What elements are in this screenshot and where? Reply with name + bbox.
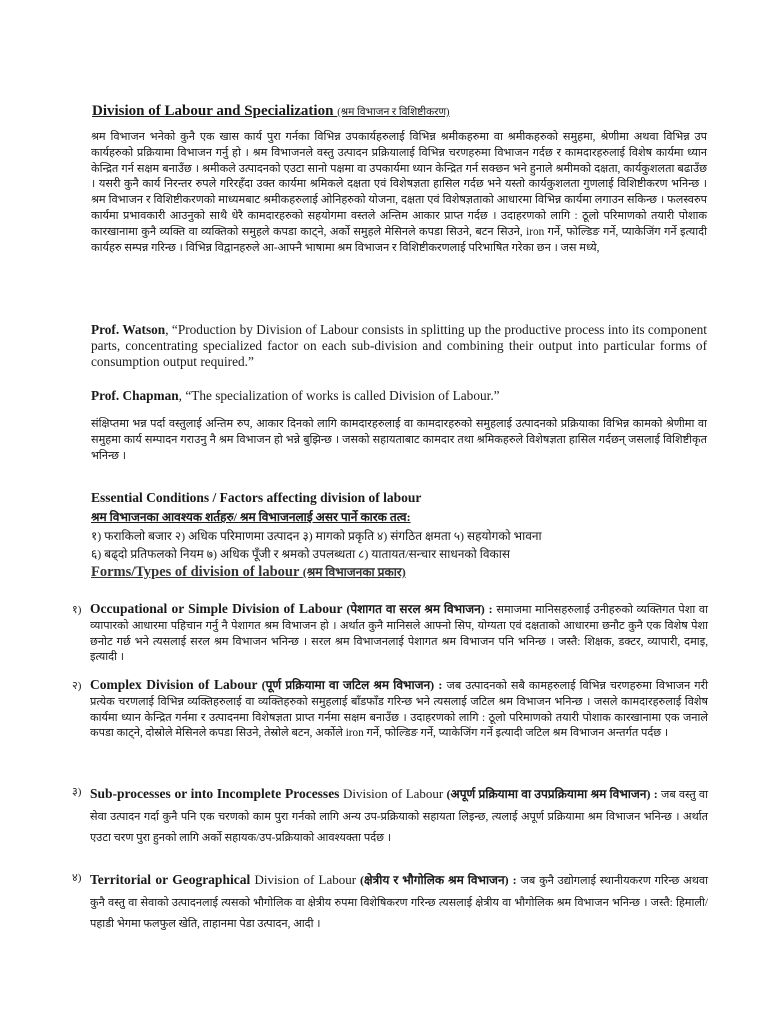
watson-name: Prof. Watson (91, 322, 166, 337)
intro-paragraph: श्रम विभाजन भनेको कुनै एक खास कार्य पुरा गर्नका विभिन्न उपकार्यहरुलाई विभिन्न श्रमीकहरुमा वा श्रमीकहरुको समुहमा, श्रेणीमा अथवा विभिन्न उप कार्यहरुको प्रक्रियामा विभाजन गर्नु हो । श्रम विभाजनले वस्तु उत्पादन प्रक्रियालाई विभिन्न चरणहरुमा विभाजन गर्दछ र कामदारहरुलाई विशेष कार्यमा ध्यान केन्द्रित गर्न सक्षम बनाउँछ । श्रमीकले उत्पादनको एउटा सानो पक्षमा वा उपकार्यमा ध्यान केन्द्रित गर्न सक्छन भने हुनाले श्रमीमको दक्षता, कार्यकुशलता बढाउँछ । यसरी कुनै कार्य निरन्तर रुपले गरिरहँदा उक्त कार्यमा श्रमिकले दक्षता एवं विशेषज्ञता हासिल गर्दछ भने यस्तो कार्यकुशलता गुणलाई विशिष्टीकरण भनिन्छ । श्रम विभाजन र विशिष्टीकरणको माध्यमबाट श्रमीकहरुलाई ओनिहरुको योजना, दक्षता एवं विशेषज्ञताको आधारमा विभिन्न कार्यमा लगाउन सकिन्छ । फलस्वरुप कार्यमा प्रभावकारी आउनुको साथै धेरै कामदारहरुको सहयोगमा वस्तले अन्तिम आकार प्राप्त गर्दछ । उदाहरणको लागि : ठूलो परिमाणको तयारी पोशाक कारखानामा कुनै व्यक्ति वा व्यक्तिको समुहले कपडा काट्ने, अर्को समुहले मेसिनले कपडा सिउने, बटन सिउने, iron गर्ने, फोल्डिङ गर्ने, प्याकेजिंग गर्ने इत्यादी कार्यहरु सम्पन्न गरिन्छ । विभिन्न विद्वानहरुले आ-आफ्नै भाषामा श्रम विभाजन र विशिष्टीकरणलाई परिभाषित गरेका छन । जस मध्ये, (91, 131, 707, 254)
item-body (90, 601, 708, 666)
item-text: समाजमा मानिसहरुलाई उनीहरुको व्यक्तिगत पेशा वा व्यापारको आधारमा पहिचान गर्नु नै पेशागत श्रम विभाजन हो । अर्थात कुनै मानिसले आफ्नो सिप, योग्यता एवं दक्षताको आधारमा छनौट कुनै एक विशेष पेशा छनोट गर्छ भने त्यसलाई सरल श्रम विभाजन भनिन्छ । सरल श्रम विभाजनलाई पेशागत श्रम विभाजन पनि भनिन्छ । जस्तै: शिक्षक, डक्टर, व्यापारी, दमाइ, इत्यादी । (90, 604, 709, 664)
item-title-suffix: Division of Labour (250, 872, 357, 887)
summary-paragraph: संक्षिप्तमा भन्न पर्दा वस्तुलाई अन्तिम रुप, आकार दिनको लागि कामदारहरुलाई वा कामदारहरुको समुहलाई उत्पादनको प्रक्रियाका विभिन्न कामको श्रेणीमा वा समुहमा कार्य सम्पादन गराउनु नै श्रम विभाजन हो भन्ने बुझिन्छ । जसको सहायताबाट कामदार तथा श्रमिकहरुले विशेषज्ञता हासिल गर्दछन् जसलाई विशिष्टीकृत भनिन्छ । (91, 418, 707, 462)
watson-quote: , “Production by Division of Labour consists in splitting up the productive process into its component parts, concentrating specialized factor on each sub-division and combining their output into particular forms of consumption output required.” (91, 322, 707, 369)
forms-heading-nepali: (श्रम विभाजनका प्रकार) (302, 565, 406, 579)
item-text: जब कुनै उद्योगलाई स्थानीयकरण गरिन्छ अथवा कुनै वस्तु वा सेवाको उत्पादनलाई त्यसको भौगोलिक वा क्षेत्रीय रुपमा विशेषिकरण गरिन्छ त्यसलाई क्षेत्रीय वा भौगोलिक श्रम विभाजन भनिन्छ । जस्तै: हिमाली/पहाडी भेगमा फलफुल खेति, ताहानमा पेडा उत्पादन, आदी । (90, 875, 708, 930)
item-number: १) (72, 604, 82, 616)
item-body (90, 783, 708, 850)
item-number: २) (72, 680, 82, 692)
item-title: Sub-processes or into Incomplete Processes (90, 786, 340, 801)
title-nepali: (श्रम विभाजन र विशिष्टीकरण) (337, 107, 450, 118)
item-title-suffix: Division of Labour (339, 786, 444, 801)
page-title (92, 103, 450, 120)
item-body (90, 677, 708, 742)
chapman-quote: , “The specialization of works is called Division of Labour.” (178, 388, 500, 403)
conditions-heading-nepali: श्रम विभाजनका आवश्यक शर्तहरु/ श्रम विभाजनलाई असर पार्ने कारक तत्व: (91, 510, 411, 524)
item-title: Complex Division of Labour (90, 677, 258, 692)
chapman-name: Prof. Chapman (91, 388, 179, 403)
item-text: जब वस्तु वा सेवा उत्पादन गर्दा कुनै पनि एक चरणको काम पुरा गर्नको लागि अन्य उप-प्रक्रियाको सहायता लिइन्छ, त्यलाई अपूर्ण प्रक्रियामा श्रम विभाजन भनिन्छ । अर्थात एउटा चरण पुरा हुनको लागि अर्को सहायक/उप-प्रक्रियाको आवश्यक्ता पर्दछ । (90, 789, 708, 844)
item-body (90, 869, 708, 936)
watson-definition (91, 322, 707, 370)
item-number: ४) (72, 872, 82, 884)
item-text: जब उत्पादनको सबै कामहरुलाई विभिन्न चरणहरुमा विभाजन गरी प्रत्येक चरणलाई विभिन्न व्यक्तिहरुलाई वा व्यक्तिहरुको समुहलाई बाँडफाँड गरिन्छ भने त्यसलाई जटिल श्रम विभाजन भनिन्छ । जसले कामदारहरुलाई विशेष कार्यमा ध्यान केन्द्रित गर्नमा र उत्पादनमा विशेषज्ञता प्राप्त गर्नमा सक्षम बनाउँछ । उदाहरणको लागि : ठूलो परिमाणको तयारी पोशाक कारखानामा एक जनाले कपडा काट्ने, दोस्रोले मेसिनले कपडा सिउने, तेस्रोले बटन, अर्कोले iron गर्ने, फोल्डिङ गर्ने, प्याकेजिंग गर्ने इत्यादी जटिल श्रम विभाजन अन्तर्गत पर्दछ । (90, 680, 708, 740)
item-title: Territorial or Geographical (90, 872, 251, 887)
title-english: Division of Labour and Specialization (92, 103, 334, 119)
forms-heading (91, 563, 406, 581)
forms-heading-english: Forms/Types of division of labour (91, 564, 300, 580)
chapman-definition (91, 388, 707, 404)
item-title-nepali: (पेशागत वा सरल श्रम विभाजन) : (342, 602, 497, 616)
item-title-nepali: (पूर्ण प्रक्रियामा वा जटिल श्रम विभाजन) : (257, 678, 447, 692)
conditions-heading: Essential Conditions / Factors affecting division of labour (91, 490, 422, 505)
item-title-nepali: (क्षेत्रीय र भौगोलिक श्रम विभाजन) : (356, 873, 521, 887)
conditions-line-2: ६) बढ्दो प्रतिफलको नियम ७) अधिक पूँजी र श्रमको उपलब्धता ८) यातायत/सन्चार साधनको विकास (91, 547, 510, 561)
item-title-nepali: (अपूर्ण प्रक्रियामा वा उपप्रक्रियामा श्रम विभाजन) : (443, 787, 662, 801)
item-number: ३) (72, 786, 82, 798)
item-title: Occupational or Simple Division of Labour (90, 601, 343, 616)
conditions-line-1: १) फराकिलो बजार २) अधिक परिमाणमा उत्पादन ३) मागको प्रकृति ४) संगठित क्षमता ५) सहयोगको भावना (91, 529, 542, 543)
